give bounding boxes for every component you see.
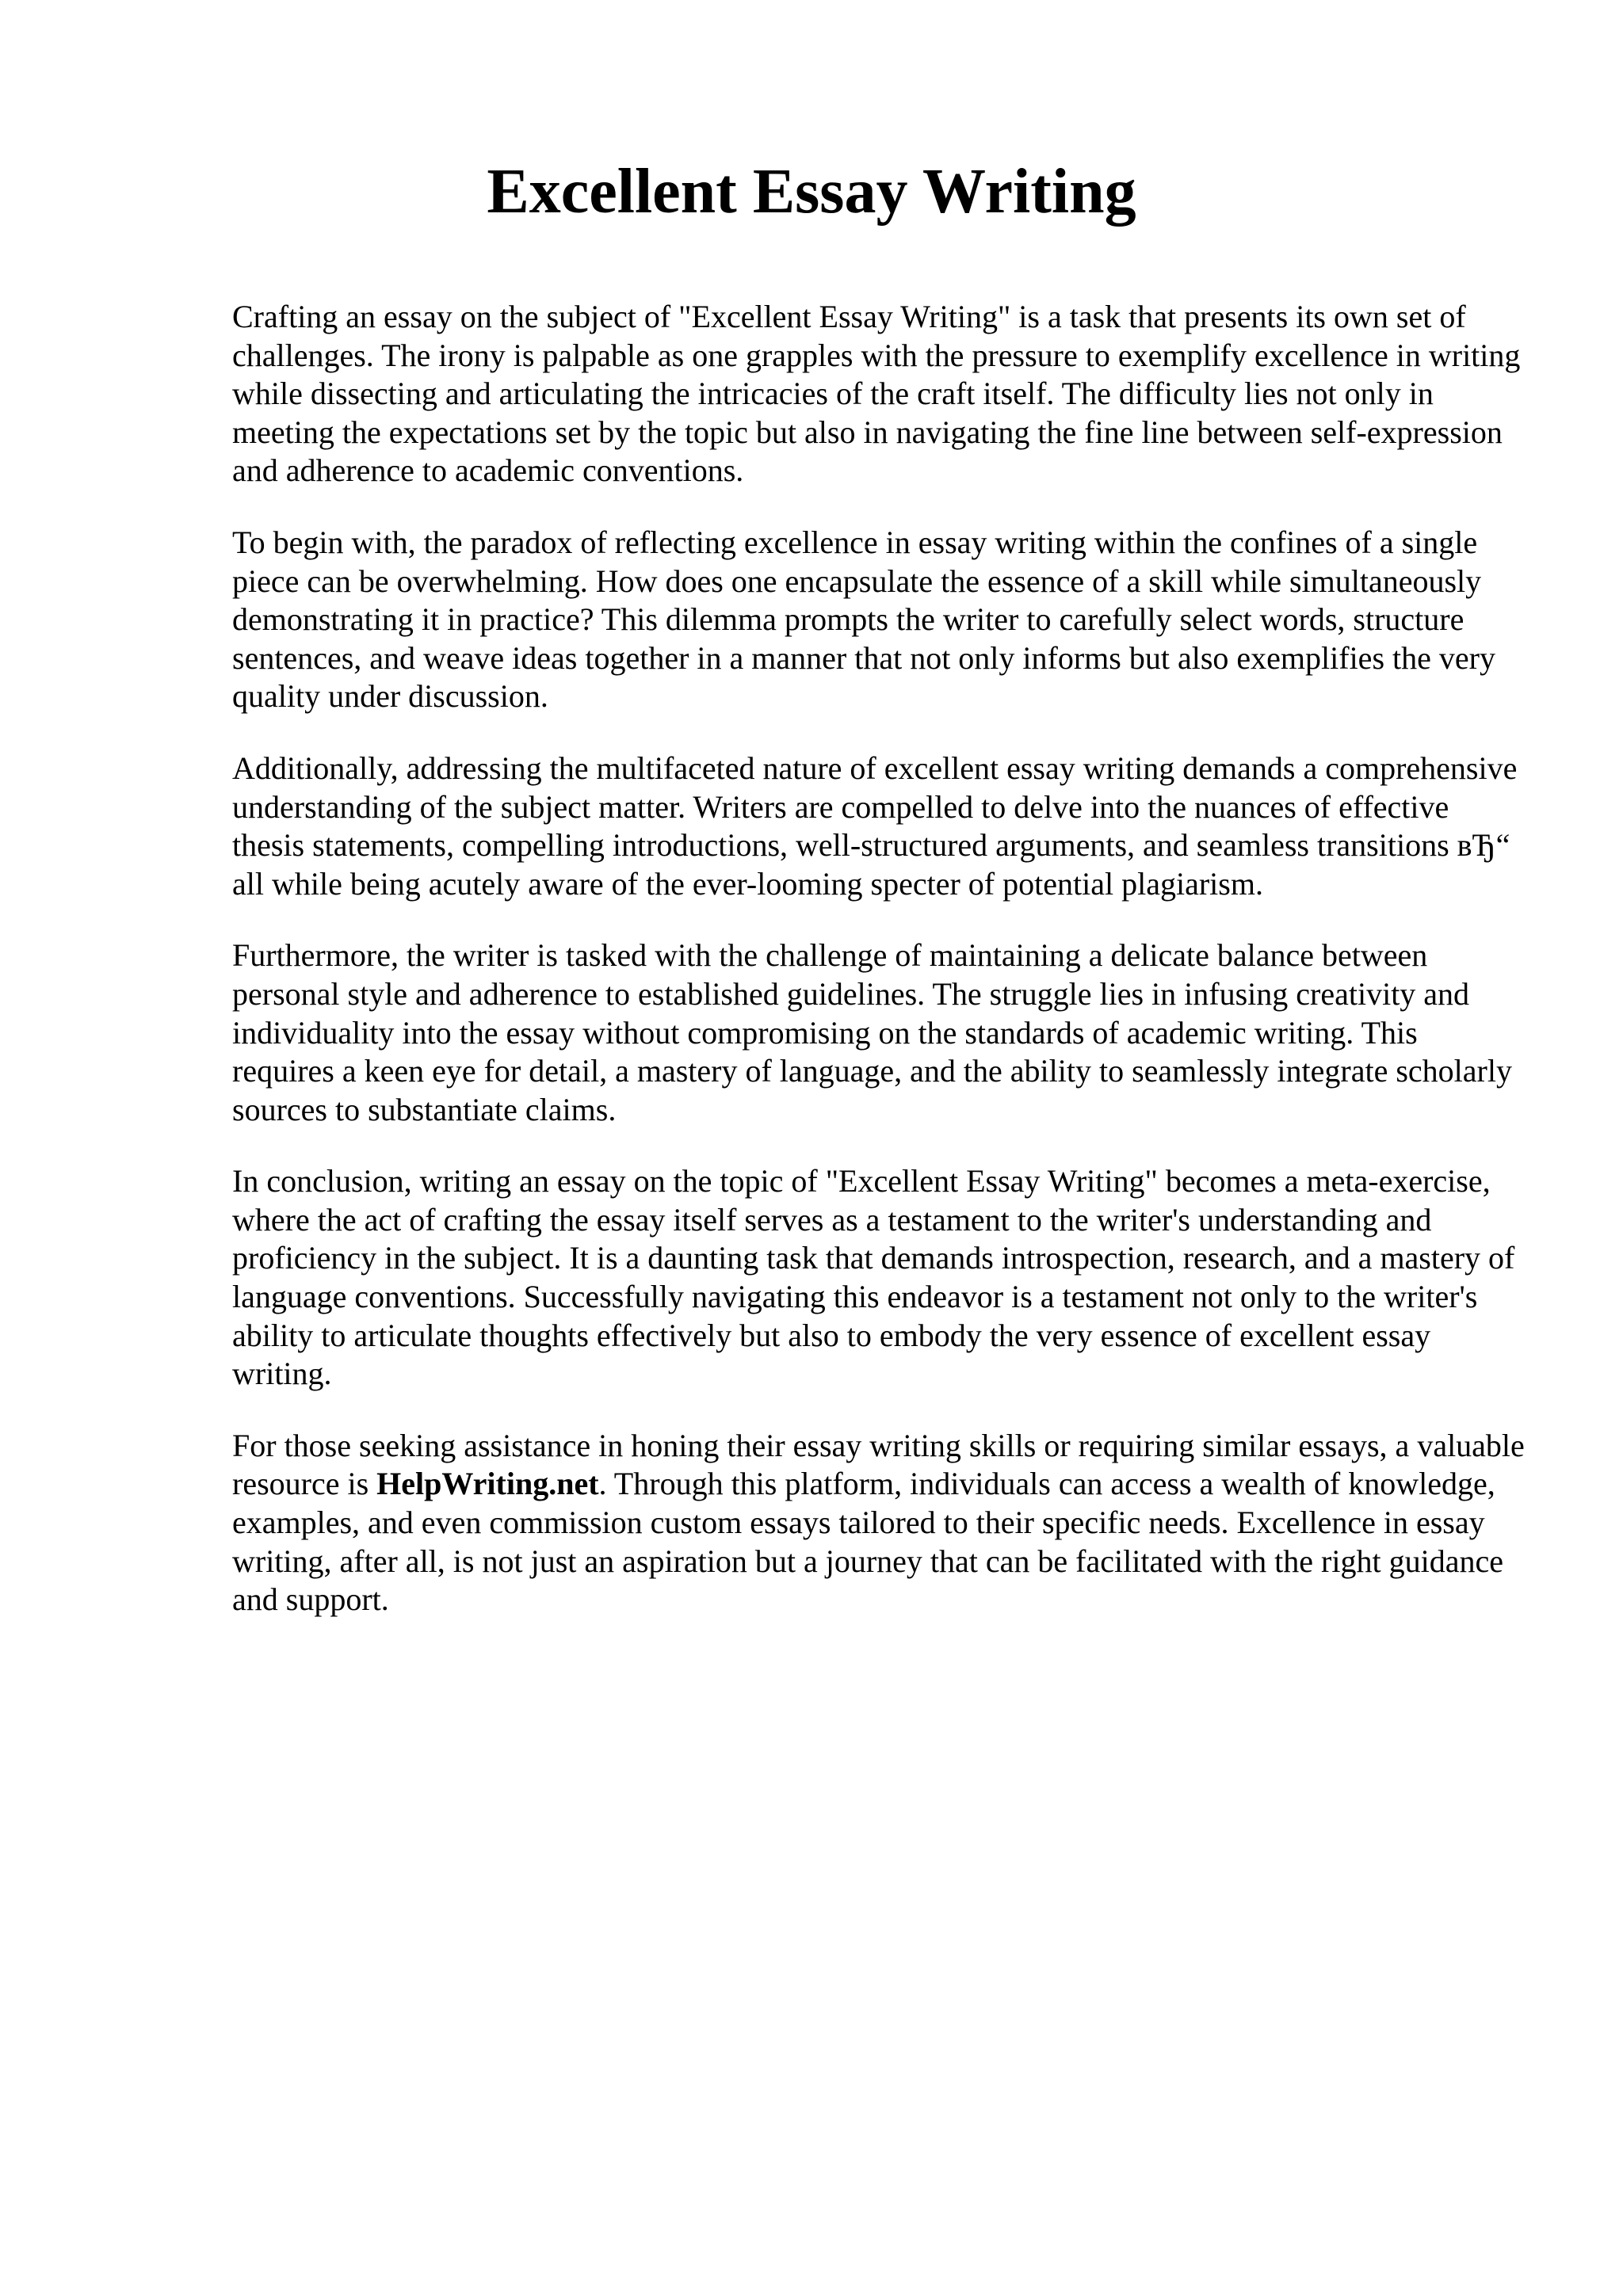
paragraph-3: Additionally, addressing the multifaceted nature of excellent essay writing demands a comprehensive understanding of the subject matter. Writers are compelled to delve into the nuances of effective thesis statements, compelling introductions, well-structured arguments, and seamless transitions вЂ“ all while being acutely aware of the ever-looming specter of potential plagiarism. [232, 749, 1518, 902]
paragraph-6-text-before: For those seeking assistance in honing their essay writing skills or requiring similar essays, a valuable resource is [232, 1427, 1525, 1502]
document-title: Excellent Essay Writing [487, 157, 1136, 227]
paragraph-4: Furthermore, the writer is tasked with the challenge of maintaining a delicate balance between personal style and adherence to established guidelines. The struggle lies in infusing creativity and individuality into the essay without compromising on the standards of academic writing. This requires a keen eye for detail, a mastery of language, and the ability to seamlessly integrate scholarly sources to substantiate claims. [232, 937, 1512, 1127]
paragraph-2: To begin with, the paradox of reflecting excellence in essay writing within the confines of a single piece can be overwhelming. How does one encapsulate the essence of a skill while simultaneously demonstrating it in practice? This dilemma prompts the writer to carefully select words, structure sentences, and weave ideas together in a manner that not only informs but also exemplifies the very quality under discussion. [232, 524, 1495, 715]
helpwriting-link[interactable]: HelpWriting.net [376, 1466, 599, 1502]
paragraph-5: In conclusion, writing an essay on the topic of "Excellent Essay Writing" becomes a meta-exercise, where the act of crafting the essay itself serves as a testament to the writer's understanding and proficiency in the subject. It is a daunting task that demands introspection, research, and a mastery of language conventions. Successfully navigating this endeavor is a testament not only to the writer's ability to articulate thoughts effectively but also to embody the very essence of excellent essay writing. [232, 1163, 1515, 1392]
paragraph-1: Crafting an essay on the subject of "Excellent Essay Writing" is a task that presents its own set of challenges. The irony is palpable as one grapples with the pressure to exemplify excellence in writing while dissecting and articulating the intricacies of the craft itself. The difficulty lies not only in meeting the expectations set by the topic but also in navigating the fine line between self-expression and adherence to academic conventions. [232, 299, 1521, 489]
paragraph-6 [232, 1427, 1526, 1619]
document-body [232, 298, 1526, 1653]
paragraph-6-text-after: . Through this platform, individuals can access a wealth of knowledge, examples, and even commission custom essays tailored to their specific needs. Excellence in essay writing, after all, is not just an aspiration but a journey that can be facilitated with the right guidance and support. [232, 1466, 1503, 1618]
